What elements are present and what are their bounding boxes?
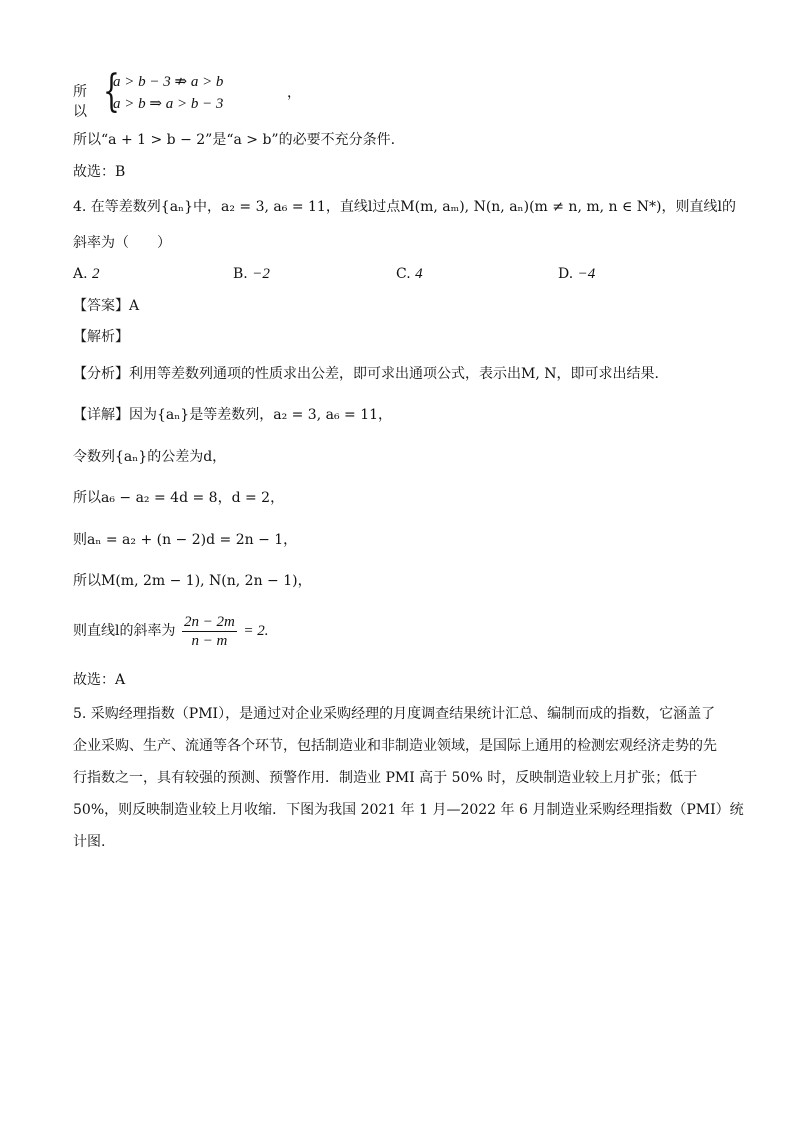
q5-line-2: 企业采购、生产、流通等各个环节，包括制造业和非制造业领域，是国际上通用的检测宏观经济走势的先	[73, 738, 717, 754]
q4-option-b: B. −2	[233, 266, 270, 282]
slope-numerator: 2n − 2m	[183, 613, 235, 630]
system-row-1: a > b − 3 ⇏ a > b	[113, 74, 224, 90]
q4-detail-4: 则aₙ = a₂ + (n − 2)d = 2n − 1，	[73, 532, 298, 548]
conclusion-line: 所以“a + 1 > b − 2”是“a > b”的必要不充分条件.	[73, 132, 396, 148]
q4-final-answer: 故选：A	[73, 672, 126, 688]
slope-prefix: 则直线l的斜率为	[73, 623, 176, 639]
previous-answer: 故选：B	[73, 164, 126, 180]
q4-stem-line-1: 4. 在等差数列{aₙ}中，a₂ = 3, a₆ = 11，直线l过点M(m, aₘ), N(n, aₙ)(m ≠ n, m, n ∈ N*)，则直线l的	[73, 199, 736, 215]
q4-option-a: A. 2	[73, 266, 100, 282]
q4-detail-1: 【详解】因为{aₙ}是等差数列，a₂ = 3, a₆ = 11，	[73, 407, 393, 423]
q4-option-d: D. −4	[558, 266, 596, 282]
q5-line-5: 计图.	[73, 834, 106, 850]
system-row-2: a > b ⇒ a > b − 3	[113, 96, 224, 112]
q4-slope-line	[73, 612, 268, 650]
slope-fraction	[182, 613, 237, 650]
q5-line-1: 5. 采购经理指数（PMI），是通过对企业采购经理的月度调查结果统计汇总、编制而成的指数，它涵盖了	[73, 706, 716, 722]
q4-detail-2: 令数列{aₙ}的公差为d，	[73, 449, 227, 465]
q4-detail-5: 所以M(m, 2m − 1), N(n, 2n − 1)，	[73, 573, 312, 589]
q4-fenxi: 【分析】利用等差数列通项的性质求出公差，即可求出通项公式，表示出M, N，即可求出结果.	[73, 366, 659, 382]
q4-detail-3: 所以a₆ − a₂ = 4d = 8，d = 2，	[73, 490, 285, 506]
q4-stem-line-2: 斜率为（ ）	[73, 235, 171, 251]
q4-answer-tag: 【答案】A	[73, 298, 140, 314]
left-brace-icon: {	[103, 66, 120, 117]
slope-suffix: = 2.	[243, 623, 269, 639]
q5-line-3: 行指数之一，具有较强的预测、预警作用．制造业 PMI 高于 50% 时，反映制造业较上月扩张；低于	[73, 770, 698, 786]
q4-option-c: C. 4	[396, 266, 423, 282]
system-suffix: ，	[287, 85, 301, 101]
q5-line-4: 50%，则反映制造业较上月收缩．下图为我国 2021 年 1 月—2022 年 6 月制造业采购经理指数（PMI）统	[73, 802, 744, 818]
slope-denominator: n − m	[191, 632, 228, 649]
q4-analysis-tag: 【解析】	[73, 329, 129, 345]
system-prefix: 所以	[73, 84, 87, 120]
